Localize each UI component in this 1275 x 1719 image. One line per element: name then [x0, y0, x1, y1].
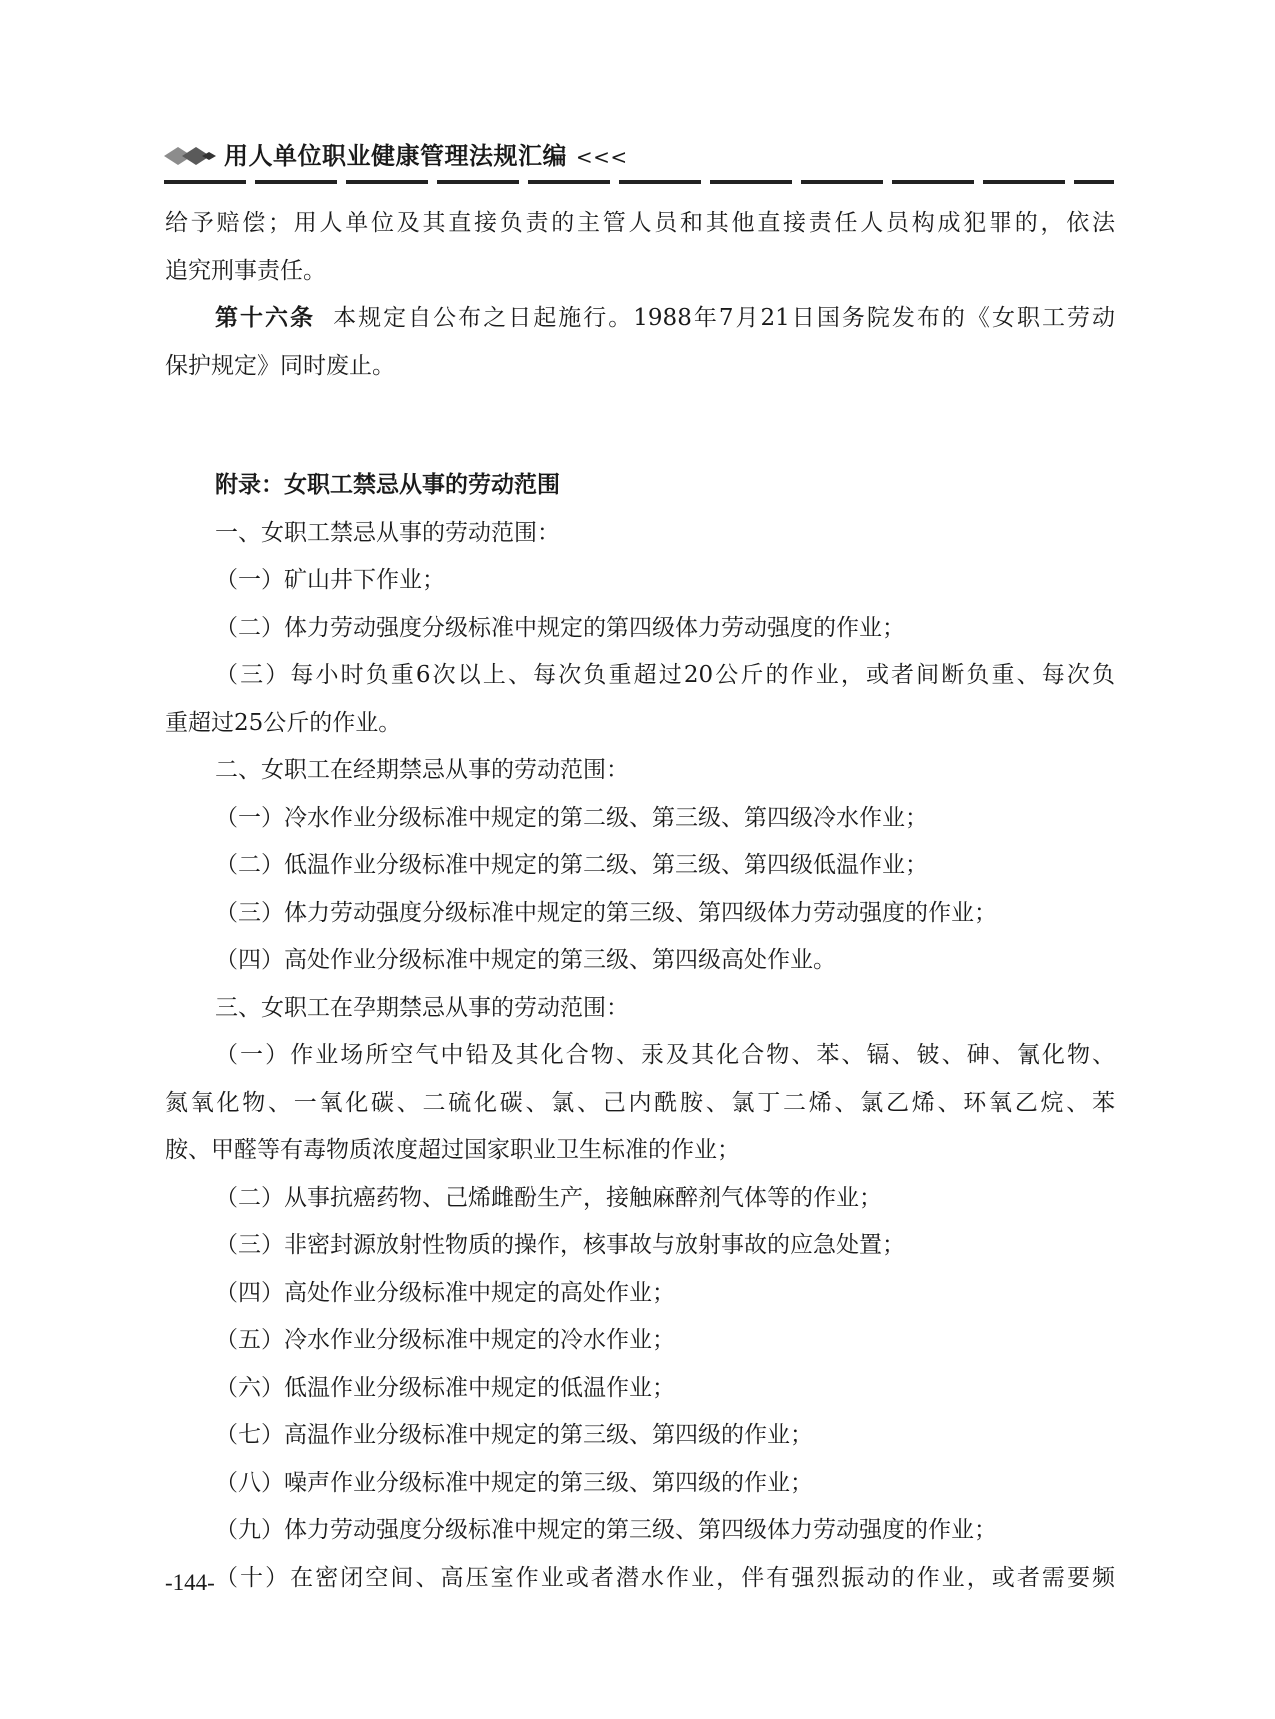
list-item: （四）高处作业分级标准中规定的第三级、第四级高处作业。 [215, 947, 836, 973]
list-item-cont: 胺、甲醛等有毒物质浓度超过国家职业卫生标准的作业； [165, 1137, 740, 1163]
header-title [224, 136, 628, 171]
list-item: （三）体力劳动强度分级标准中规定的第三级、第四级体力劳动强度的作业； [215, 899, 997, 926]
list-item: （五）冷水作业分级标准中规定的冷水作业； [215, 1327, 675, 1353]
text-line: 保护规定》同时废止。 [165, 352, 395, 379]
header-dashed-rule [164, 180, 1114, 184]
article-text: 本规定自公布之日起施行。1988年7月21日国务院发布的《女职工劳动 [331, 305, 1115, 331]
article-label: 第十六条 [215, 305, 316, 331]
list-item: （九）体力劳动强度分级标准中规定的第三级、第四级体力劳动强度的作业； [215, 1517, 997, 1543]
list-item: （六）低温作业分级标准中规定的低温作业； [215, 1374, 675, 1401]
section-heading: 一、女职工禁忌从事的劳动范围： [215, 519, 560, 546]
body-text [165, 200, 1115, 1602]
list-item-cont: 氮氧化物、一氧化碳、二硫化碳、氯、己内酰胺、氯丁二烯、氯乙烯、环氧乙烷、苯 [165, 1089, 1115, 1116]
list-item: （十）在密闭空间、高压室作业或者潜水作业，伴有强烈振动的作业，或者需要频 [215, 1564, 1115, 1591]
list-item: （二）体力劳动强度分级标准中规定的第四级体力劳动强度的作业； [215, 614, 905, 641]
list-item: （八）噪声作业分级标准中规定的第三级、第四级的作业； [215, 1469, 813, 1496]
appendix-title: 附录：女职工禁忌从事的劳动范围 [215, 472, 560, 498]
list-item: （三）每小时负重6次以上、每次负重超过20公斤的作业，或者间断负重、每次负 [215, 662, 1115, 688]
list-item: （一）作业场所空气中铅及其化合物、汞及其化合物、苯、镉、铍、砷、氰化物、 [215, 1042, 1115, 1068]
section-heading: 二、女职工在经期禁忌从事的劳动范围： [215, 757, 629, 783]
text-line: 给予赔偿；用人单位及其直接负责的主管人员和其他直接责任人员构成犯罪的，依法 [165, 210, 1115, 236]
list-item: （二）从事抗癌药物、己烯雌酚生产，接触麻醉剂气体等的作业； [215, 1184, 882, 1211]
list-item: （四）高处作业分级标准中规定的高处作业； [215, 1279, 675, 1306]
running-header [164, 128, 1114, 188]
text-line: 追究刑事责任。 [165, 257, 326, 284]
section-heading: 三、女职工在孕期禁忌从事的劳动范围： [215, 994, 629, 1021]
double-diamond-logo-icon [164, 146, 216, 166]
list-item: （三）非密封源放射性物质的操作，核事故与放射事故的应急处置； [215, 1232, 905, 1258]
list-item: （二）低温作业分级标准中规定的第二级、第三级、第四级低温作业； [215, 852, 928, 878]
book-title: 用人单位职业健康管理法规汇编 [224, 141, 567, 170]
list-item: （一）矿山井下作业； [215, 567, 445, 593]
list-item: （一）冷水作业分级标准中规定的第二级、第三级、第四级冷水作业； [215, 804, 928, 831]
page-number: -144- [165, 1570, 215, 1595]
list-item-cont: 重超过25公斤的作业。 [165, 709, 402, 736]
article-16 [165, 295, 1115, 343]
list-item: （七）高温作业分级标准中规定的第三级、第四级的作业； [215, 1422, 813, 1448]
header-chevrons: <<< [575, 145, 628, 169]
